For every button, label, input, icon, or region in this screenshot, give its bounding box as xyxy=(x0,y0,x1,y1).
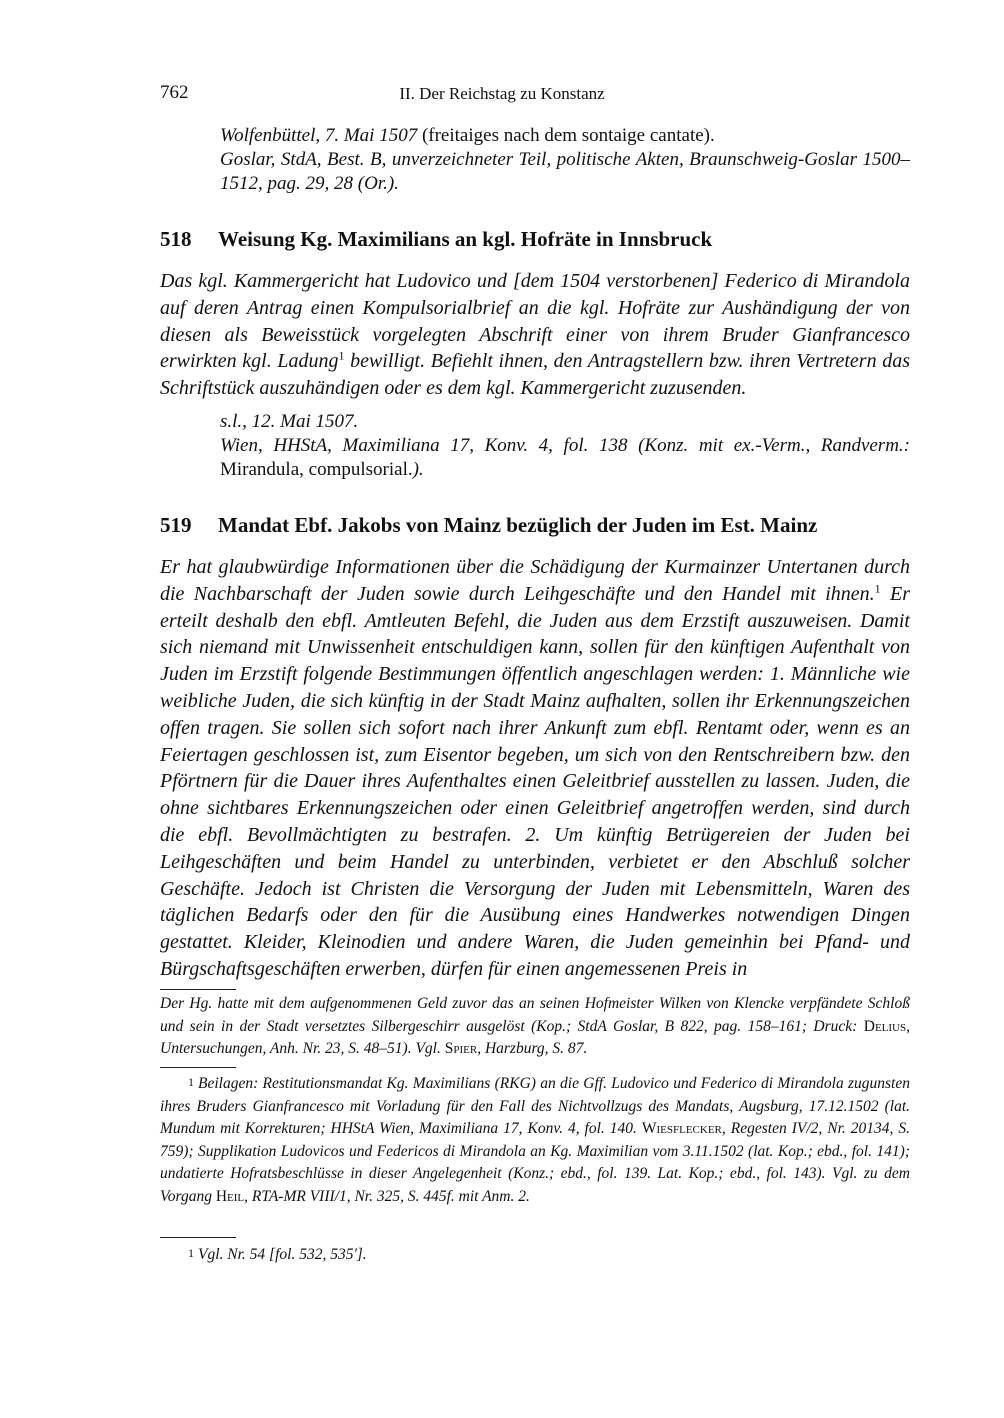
entry-518-source xyxy=(220,410,910,482)
entry-518-title: Weisung Kg. Maximilians an kgl. Hofräte in Innsbruck xyxy=(218,227,713,251)
entry-518-date-line: s.l., 12. Mai 1507. xyxy=(220,411,359,432)
footnote-mark: 1 xyxy=(188,1075,194,1089)
footnote-ref[interactable]: 1 xyxy=(874,581,881,596)
entry-518-number: 518 xyxy=(160,227,192,251)
entry-518-heading xyxy=(160,226,920,252)
entry-519-number: 519 xyxy=(160,513,192,537)
prev-entry-source xyxy=(220,124,910,196)
entry-518-archive-line: Wien, HHStA, Maximiliana 17, Konv. 4, fol. 138 (Konz. mit ex.-Verm., Randverm.: Mirandula, compulsorial.). xyxy=(220,435,910,480)
entry-519-heading xyxy=(160,512,920,538)
entry-518-regest: Das kgl. Kammergericht hat Ludovico und [dem 1504 verstorbenen] Federico di Mirandola auf deren Antrag einen Kompulsorialbrief an die kgl. Hofräte zur Aushändigung der von diesen als Beweisstück vorgelegten Abschrift einer von ihrem Bruder Gianfrancesco erwirkten kgl. Ladung$^1$ bewilligt. Befiehlt ihnen, den Antragstellern bzw. ihren Vertretern das Schriftstück auszuhändigen oder es dem kgl. Kammergericht zuzusenden. xyxy=(160,270,910,400)
footnote-518-text: 1 Beilagen: Restitutionsmandat Kg. Maximilians (RKG) an die Gff. Ludovico und Federico di Mirandola zugunsten ihres Bruders Gianfrancesco mit Vorladung für den Fall des Nichtvollzugs des Mandats, Augsburg, 17.12.1502 (lat. Mundum mit Korrekturen; HHStA Wien, Maximiliana 17, Konv. 4, fol. 140. Wiesflecker, Regesten IV/2, Nr. 20134, S. 759); Supplikation Ludovicos und Federicos di Mirandola an Kg. Maximilian vom 3.11.1502 (lat. Kop.; ebd., fol. 141); undatierte Hofratsbeschlüsse in dieser Angelegenheit (Konz.; ebd., fol. 139. Lat. Kop.; ebd., fol. 143). Vgl. zu dem Vorgang Heil, RTA-MR VIII/1, Nr. 325, S. 445f. mit Anm. 2. xyxy=(160,1075,910,1205)
page-number: 762 xyxy=(160,82,189,103)
prev-entry-date-line: Wolfenbüttel, 7. Mai 1507 (freitaiges nach dem sontaige cantate). xyxy=(220,125,715,146)
entry-519-title: Mandat Ebf. Jakobs von Mainz bezüglich der Juden im Est. Mainz xyxy=(218,513,818,537)
footnote-ref[interactable]: 1 xyxy=(338,348,345,363)
footnote-rule xyxy=(160,989,236,990)
footnote-517-text: Der Hg. hatte mit dem aufgenommenen Geld zuvor das an seinen Hofmeister Wilken von Klencke verpfändete Schloß und sein in der Stadt versetztes Silbergeschirr ausgelöst (Kop.; StdA Goslar, B 822, pag. 158–161; Druck: Delius, Untersuchungen, Anh. Nr. 23, S. 48–51). Vgl. Spier, Harzburg, S. 87. xyxy=(160,995,910,1057)
footnote-mark: 1 xyxy=(188,1246,194,1260)
entry-519-regest: Er hat glaubwürdige Informationen über die Schädigung der Kurmainzer Untertanen durch die Nachbarschaft der Juden sowie durch Leihgeschäfte und den Handel mit ihnen.$^1$ Er erteilt deshalb den ebfl. Amtleuten Befehl, die Juden aus dem Erzstift auszuweisen. Damit sich niemand mit Unwissenheit entschuldigen kann, sollen für den künftigen Aufenthalt von Juden im Erzstift folgende Bestimmungen öffentlich angeschlagen werden: 1. Männliche wie weibliche Juden, die sich künftig in der Stadt Mainz aufhalten, sollen ihr Erkennungszeichen offen tragen. Sie sollen sich sofort nach ihrer Ankunft zum ebfl. Rentamt oder, wenn es an Feiertagen geschlossen ist, zum Eisentor begeben, um sich von den Rentschreibern bzw. den Pförtnern für die Dauer ihres Aufenthaltes einen Geleitbrief ausstellen zu lassen. Juden, die ohne sichtbares Erkennungszeichen oder einen Geleitbrief angetroffen werden, sind durch die ebfl. Bevollmächtigten zu bestrafen. 2. Um künftig Betrügereien der Juden bei Leihgeschäften und beim Handel zu unterbinden, verbietet er den Abschluß solcher Geschäfte. Jedoch ist Christen die Versorgung der Juden mit Lebensmitteln, Waren des täglichen Bedarfs oder den für die Ausübung eines Handwerkes notwendigen Dingen gestattet. Kleider, Kleinodien und andere Waren, die Juden gemeinhin bei Pfand- und Bürgschaftsgeschäften erwerben, dürfen für einen angemessenen Preis in xyxy=(160,556,910,980)
footnote-rule xyxy=(160,1067,236,1068)
footnote-519-text: 1 Vgl. Nr. 54 [fol. 532, 535']. xyxy=(188,1246,367,1263)
footnote-rule xyxy=(160,1237,236,1238)
running-title: II. Der Reichstag zu Konstanz xyxy=(399,84,605,103)
prev-entry-archive-line: Goslar, StdA, Best. B, unverzeichneter Teil, politische Akten, Braunschweig-Goslar 1500–1512, pag. 29, 28 (Or.). xyxy=(220,149,910,194)
